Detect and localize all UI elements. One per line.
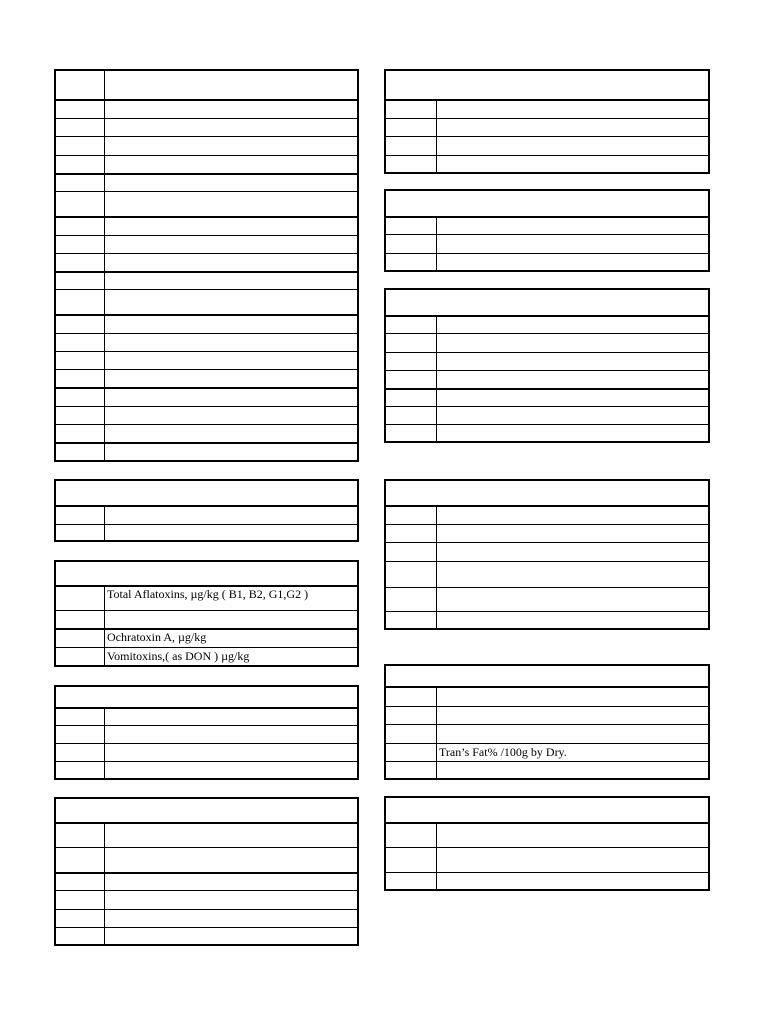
row-divider — [386, 253, 708, 254]
row-divider — [386, 424, 708, 425]
row-divider — [56, 872, 357, 874]
row-divider — [386, 234, 708, 235]
row-divider — [386, 216, 708, 218]
table-block-right-1 — [384, 69, 710, 174]
table-block-right-4 — [384, 479, 710, 630]
row-divider — [56, 442, 357, 444]
row-divider — [56, 505, 357, 507]
row-divider — [386, 406, 708, 407]
row-divider — [56, 314, 357, 316]
row-divider — [56, 927, 357, 928]
table-block-right-2 — [384, 189, 710, 272]
row-divider — [56, 216, 357, 218]
row-divider — [56, 524, 357, 525]
row-divider — [56, 136, 357, 137]
table-block-left-1 — [54, 69, 359, 462]
table-block-fats — [384, 664, 710, 780]
vomitoxins-label: Vomitoxins,( as DON ) µg/kg — [107, 649, 250, 663]
row-divider — [56, 173, 357, 175]
row-divider — [386, 847, 708, 848]
row-divider — [56, 253, 357, 254]
column-divider — [436, 99, 437, 172]
trans-fat-label: Tran’s Fat% /100g by Dry. — [439, 745, 567, 759]
ochratoxin-label: Ochratoxin A, µg/kg — [107, 630, 207, 644]
row-divider — [386, 505, 708, 507]
column-divider — [436, 315, 437, 441]
row-divider — [56, 191, 357, 192]
table-block-right-6 — [384, 796, 710, 891]
row-divider — [56, 647, 357, 648]
row-divider — [386, 388, 708, 390]
row-divider — [56, 725, 357, 726]
row-divider — [56, 610, 357, 611]
row-divider — [56, 628, 357, 630]
row-divider — [386, 99, 708, 101]
table-block-left-4 — [54, 685, 359, 780]
table-block-mycotoxins — [54, 560, 359, 667]
row-divider — [386, 352, 708, 353]
row-divider — [386, 155, 708, 156]
row-divider — [56, 387, 357, 389]
row-divider — [386, 611, 708, 612]
row-divider — [56, 99, 357, 101]
row-divider — [386, 587, 708, 588]
column-divider — [104, 505, 105, 540]
column-divider — [104, 707, 105, 778]
row-divider — [386, 315, 708, 317]
row-divider — [386, 561, 708, 562]
total-aflatoxins-label: Total Aflatoxins, µg/kg ( B1, B2, G1,G2 ) — [107, 587, 309, 601]
row-divider — [56, 333, 357, 334]
row-divider — [386, 333, 708, 334]
row-divider — [386, 370, 708, 371]
row-divider — [56, 406, 357, 407]
row-divider — [386, 761, 708, 762]
row-divider — [386, 118, 708, 119]
row-divider — [56, 743, 357, 744]
row-divider — [56, 235, 357, 236]
table-block-left-2 — [54, 479, 359, 542]
row-divider — [386, 872, 708, 873]
column-divider — [436, 505, 437, 628]
row-divider — [56, 909, 357, 910]
row-divider — [56, 890, 357, 891]
row-divider — [56, 118, 357, 119]
column-divider — [436, 216, 437, 270]
row-divider — [56, 822, 357, 824]
row-divider — [56, 369, 357, 370]
column-divider — [104, 71, 105, 460]
row-divider — [56, 847, 357, 848]
row-divider — [56, 707, 357, 709]
row-divider — [386, 822, 708, 824]
row-divider — [56, 761, 357, 762]
row-divider — [56, 424, 357, 425]
column-divider — [104, 822, 105, 944]
row-divider — [386, 743, 708, 744]
row-divider — [386, 542, 708, 543]
row-divider — [386, 136, 708, 137]
column-divider — [436, 686, 437, 778]
row-divider — [56, 271, 357, 273]
row-divider — [386, 724, 708, 725]
row-divider — [56, 289, 357, 290]
row-divider — [386, 706, 708, 707]
row-divider — [56, 351, 357, 352]
column-divider — [436, 822, 437, 889]
column-divider — [104, 585, 105, 665]
table-block-right-3 — [384, 288, 710, 443]
row-divider — [386, 524, 708, 525]
row-divider — [386, 686, 708, 688]
table-block-left-5 — [54, 797, 359, 946]
row-divider — [56, 155, 357, 156]
